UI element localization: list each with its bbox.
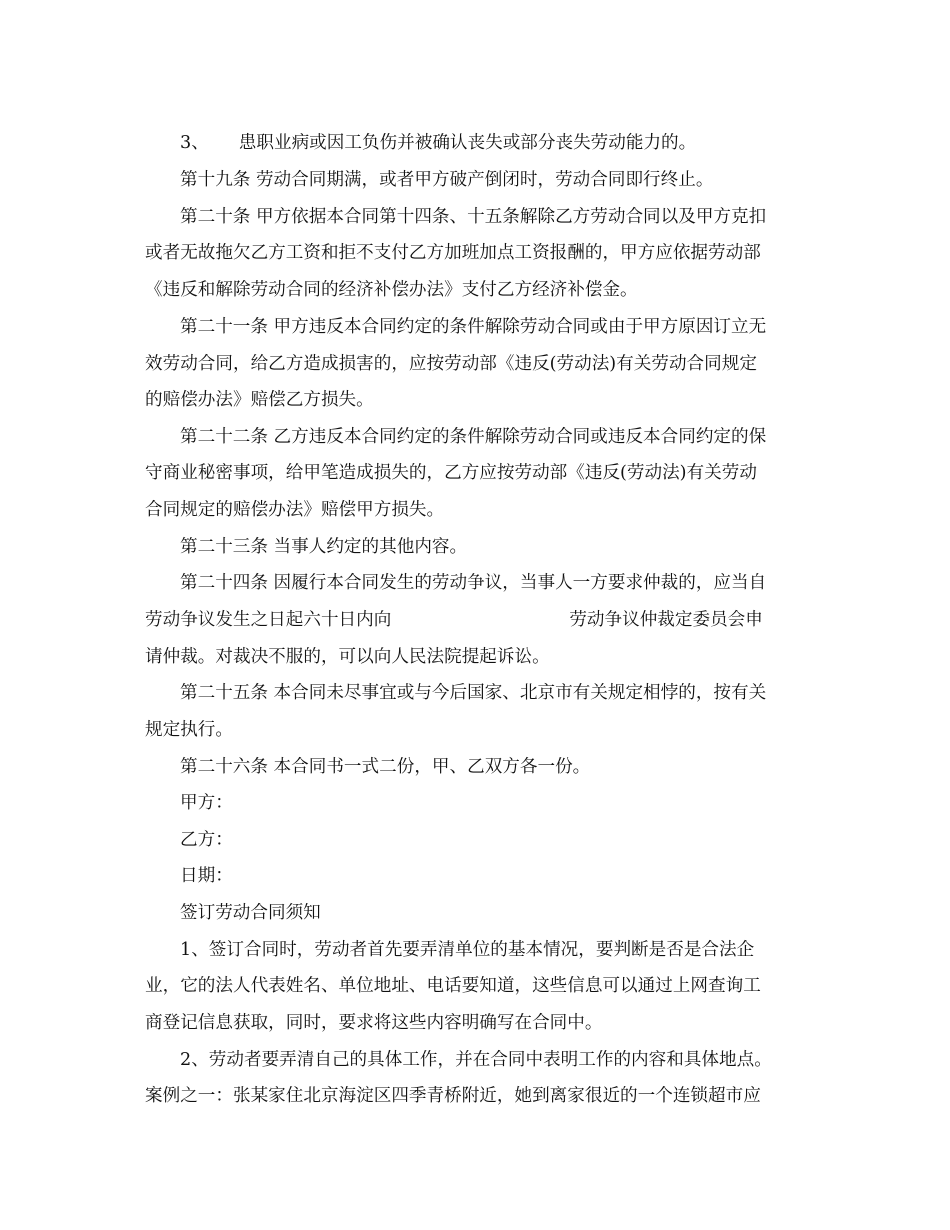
party-b-label: 乙方： bbox=[180, 830, 233, 850]
article-20-line-2: 或者无故拖欠乙方工资和拒不支付乙方加班加点工资报酬的，甲方应依据劳动部 bbox=[145, 243, 761, 263]
list-item-text: 患职业病或因工负伤并被确认丧失或部分丧失劳动能力的。 bbox=[238, 133, 697, 153]
notice-1-line-2: 业，它的法人代表姓名、单位地址、电话要知道，这些信息可以通过上网查询工 bbox=[145, 976, 761, 996]
text-line bbox=[180, 131, 696, 155]
article-26: 第二十六条 本合同书一式二份，甲、乙双方各一份。 bbox=[180, 757, 591, 777]
article-20-line-3: 《违反和解除劳动合同的经济补偿办法》支付乙方经济补偿金。 bbox=[145, 280, 638, 300]
article-24-line-3: 请仲裁。对裁决不服的，可以向人民法院提起诉讼。 bbox=[145, 647, 550, 667]
notice-1-line-3: 商登记信息获取，同时，要求将这些内容明确写在合同中。 bbox=[145, 1013, 603, 1033]
article-21-line-2: 效劳动合同，给乙方造成损害的，应按劳动部《违反(劳动法)有关劳动合同规定 bbox=[145, 354, 757, 374]
article-25-line-1: 第二十五条 本合同未尽事宜或与今后国家、北京市有关规定相悖的，按有关 bbox=[180, 683, 767, 703]
article-22-line-2: 守商业秘密事项，给甲笔造成损失的，乙方应按劳动部《违反(劳动法)有关劳动 bbox=[145, 463, 757, 483]
notice-2-line-2: 案例之一：张某家住北京海淀区四季青桥附近，她到离家很近的一个连锁超市应 bbox=[145, 1086, 761, 1106]
notice-1-line-1: 1、签订合同时，劳动者首先要弄清单位的基本情况，要判断是否是合法企 bbox=[180, 940, 755, 960]
article-22-line-3: 合同规定的赔偿办法》赔偿甲方损失。 bbox=[145, 500, 445, 520]
date-label: 日期： bbox=[180, 866, 233, 886]
section-heading: 签订劳动合同须知 bbox=[180, 903, 321, 923]
notice-2-line-1: 2、劳动者要弄清自己的具体工作，并在合同中表明工作的内容和具体地点。 bbox=[180, 1050, 772, 1070]
article-24-line-2-start: 劳动争议发生之日起六十日内向 bbox=[145, 610, 392, 630]
article-21-line-1: 第二十一条 甲方违反本合同约定的条件解除劳动合同或由于甲方原因订立无 bbox=[180, 317, 767, 337]
list-number: 3、 bbox=[180, 133, 209, 153]
article-22-line-1: 第二十二条 乙方违反本合同约定的条件解除劳动合同或违反本合同约定的保 bbox=[180, 427, 767, 447]
article-24-line-2 bbox=[145, 608, 763, 632]
article-23: 第二十三条 当事人约定的其他内容。 bbox=[180, 537, 468, 557]
article-20-line-1: 第二十条 甲方依据本合同第十四条、十五条解除乙方劳动合同以及甲方克扣 bbox=[180, 207, 767, 227]
party-a-label: 甲方： bbox=[180, 793, 233, 813]
article-19: 第十九条 劳动合同期满，或者甲方破产倒闭时，劳动合同即行终止。 bbox=[180, 170, 714, 190]
article-24-line-1: 第二十四条 因履行本合同发生的劳动争议，当事人一方要求仲裁的，应当自 bbox=[180, 573, 767, 593]
article-21-line-3: 的赔偿办法》赔偿乙方损失。 bbox=[145, 390, 374, 410]
article-24-line-2-end: 劳动争议仲裁定委员会申 bbox=[569, 610, 763, 630]
article-25-line-2: 规定执行。 bbox=[145, 720, 233, 740]
